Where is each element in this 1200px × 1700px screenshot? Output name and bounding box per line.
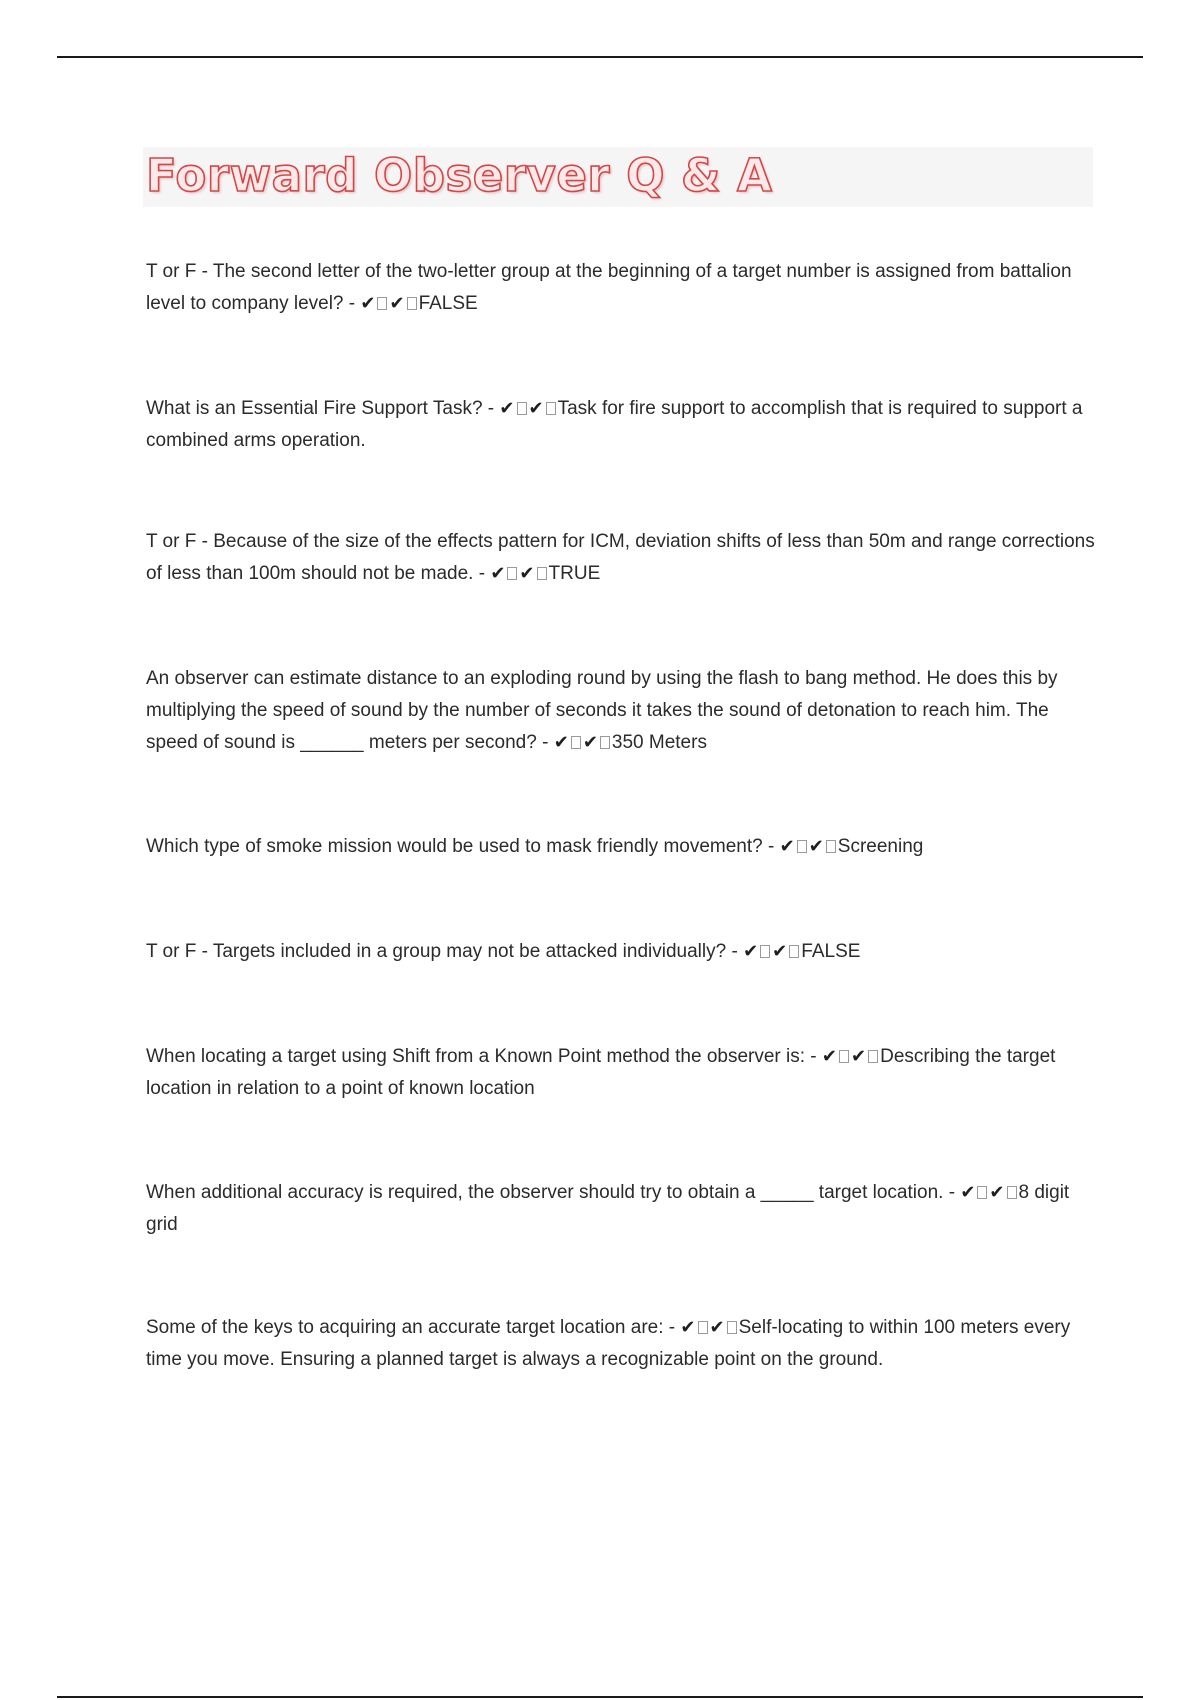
separator: -	[762, 836, 780, 857]
separator: -	[343, 293, 361, 314]
answer-text: FALSE	[801, 941, 861, 962]
answer-text: 350 Meters	[611, 732, 707, 753]
checkbox-glyph-icon	[977, 1186, 987, 1199]
answer-text: 8 digit grid	[146, 1182, 1070, 1235]
qa-item	[146, 393, 1096, 457]
check-icon: ✔	[490, 563, 506, 584]
checkbox-glyph-icon	[1007, 1186, 1017, 1199]
question-text: T or F - The second letter of the two-letter group at the beginning of a target number is assigned from battalion level to company level?	[146, 261, 1072, 314]
qa-item	[146, 1312, 1096, 1376]
check-icon: ✔	[499, 398, 515, 419]
check-icon: ✔	[519, 563, 535, 584]
qa-item	[146, 526, 1096, 590]
checkbox-glyph-icon	[571, 736, 581, 749]
header-rule	[57, 56, 1143, 58]
qa-item	[146, 1041, 1096, 1105]
checkbox-glyph-icon	[868, 1050, 878, 1063]
question-text: When locating a target using Shift from a Known Point method the observer is:	[146, 1046, 806, 1067]
check-icon: ✔	[821, 1046, 838, 1067]
qa-item	[146, 663, 1096, 759]
check-icon: ✔	[360, 293, 376, 314]
answer-text: Screening	[837, 836, 924, 857]
separator: -	[805, 1046, 822, 1067]
answer-text: FALSE	[418, 293, 478, 314]
check-icon: ✔	[389, 293, 405, 314]
checkbox-glyph-icon	[797, 840, 807, 853]
qa-item	[146, 1177, 1096, 1241]
document-title: Forward Observer Q & A	[146, 149, 773, 202]
question-text: What is an Essential Fire Support Task?	[146, 398, 483, 419]
checkbox-glyph-icon	[826, 840, 836, 853]
answer-text: Task for fire support to accomplish that is required to support a combined arms operation.	[146, 398, 1083, 451]
check-icon: ✔	[553, 732, 569, 753]
checkbox-glyph-icon	[698, 1321, 708, 1334]
checkbox-glyph-icon	[537, 567, 547, 580]
separator: -	[473, 563, 491, 584]
check-icon: ✔	[528, 398, 544, 419]
separator: -	[663, 1317, 681, 1338]
checkbox-glyph-icon	[546, 402, 556, 415]
separator: -	[482, 398, 500, 419]
qa-item	[146, 831, 1096, 863]
answer-text: Self-locating to within 100 meters every time you move. Ensuring a planned target is always a recognizable point on the ground.	[146, 1317, 1071, 1370]
check-icon: ✔	[779, 836, 795, 857]
checkbox-glyph-icon	[839, 1050, 849, 1063]
question-text: Some of the keys to acquiring an accurate target location are:	[146, 1317, 664, 1338]
separator: -	[943, 1182, 961, 1203]
qa-item	[146, 256, 1096, 320]
question-text: An observer can estimate distance to an exploding round by using the flash to bang method. He does this by multiplying the speed of sound by the number of seconds it takes the sound of detonation to reach him. The speed of sound is ______ meters per second?	[146, 668, 1058, 753]
separator: -	[726, 941, 744, 962]
answer-text: TRUE	[548, 563, 601, 584]
separator: -	[536, 732, 554, 753]
checkbox-glyph-icon	[727, 1321, 737, 1334]
check-icon: ✔	[989, 1182, 1005, 1203]
check-icon: ✔	[743, 941, 759, 962]
checkbox-glyph-icon	[760, 945, 770, 958]
question-text: Which type of smoke mission would be used to mask friendly movement?	[146, 836, 763, 857]
check-icon: ✔	[582, 732, 598, 753]
qa-item	[146, 936, 1096, 968]
question-text: T or F - Targets included in a group may not be attacked individually?	[146, 941, 727, 962]
check-icon: ✔	[851, 1046, 867, 1067]
checkbox-glyph-icon	[789, 945, 799, 958]
check-icon: ✔	[772, 941, 788, 962]
check-icon: ✔	[709, 1317, 725, 1338]
check-icon: ✔	[960, 1182, 976, 1203]
answer-text: Describing the target location in relation to a point of known location	[146, 1046, 1056, 1099]
checkbox-glyph-icon	[600, 736, 610, 749]
check-icon: ✔	[680, 1317, 696, 1338]
question-text: T or F - Because of the size of the effects pattern for ICM, deviation shifts of less than 50m and range corrections of less than 100m should not be made.	[146, 531, 1095, 584]
footer-rule	[57, 1696, 1143, 1698]
check-icon: ✔	[808, 836, 824, 857]
question-text: When additional accuracy is required, the observer should try to obtain a _____ target location.	[146, 1182, 944, 1203]
checkbox-glyph-icon	[517, 402, 527, 415]
checkbox-glyph-icon	[377, 297, 387, 310]
checkbox-glyph-icon	[507, 567, 517, 580]
checkbox-glyph-icon	[407, 297, 417, 310]
